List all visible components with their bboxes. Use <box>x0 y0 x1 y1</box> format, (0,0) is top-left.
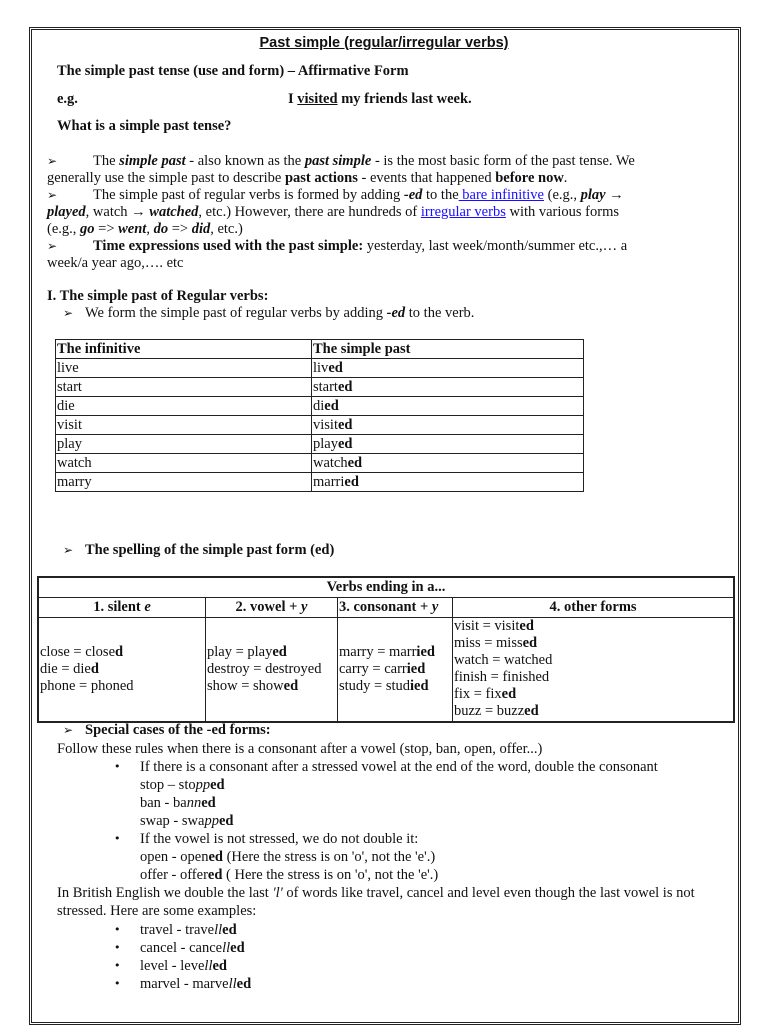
text-run: simple past <box>119 153 186 169</box>
text-run: 1. silent <box>93 599 145 615</box>
text-run: ban - ba <box>140 795 187 811</box>
line-text: The spelling of the simple past form (ed) <box>85 542 335 558</box>
cell-line <box>454 635 732 652</box>
text-run: y <box>301 599 308 615</box>
text-run: ed <box>524 703 539 720</box>
text-run: close = close <box>40 643 116 660</box>
table-header-row <box>38 598 734 618</box>
text-run: swap - swa <box>140 813 205 829</box>
text-run: 4. other forms <box>549 599 637 615</box>
text-run: ll <box>204 958 213 974</box>
text-run: (e.g., <box>47 221 81 237</box>
text-run: yesterday, last week/month/summer etc.,… a <box>363 238 628 254</box>
table-caption: Verbs ending in a... <box>38 577 734 598</box>
cell-line <box>454 703 732 720</box>
intro-line <box>47 220 243 238</box>
example-sentence <box>288 90 472 108</box>
simple-past-cell <box>312 378 584 397</box>
bullet-icon: • <box>114 977 121 990</box>
text-run: miss = miss <box>454 635 523 652</box>
intro-line <box>47 237 627 255</box>
infinitive-cell: visit <box>56 416 312 435</box>
verb-ending: ed <box>344 473 359 490</box>
text-run: fix = fix <box>454 686 502 703</box>
text-run: went <box>118 221 147 237</box>
column-header <box>338 598 453 618</box>
cell-line <box>339 678 451 695</box>
text-run: -ed <box>386 305 406 321</box>
text-run: play = play <box>207 643 273 660</box>
table-cell <box>206 618 338 722</box>
text-run: ed <box>501 686 517 703</box>
table-cell <box>453 618 735 722</box>
hyperlink[interactable]: irregular verbs <box>420 204 506 220</box>
table-row <box>56 435 584 454</box>
british-note <box>57 884 695 902</box>
text-run: ed <box>222 922 237 938</box>
special-cases-heading <box>63 721 271 739</box>
text-run: → <box>605 187 624 203</box>
text-run: - events that happened <box>357 170 496 186</box>
text-run: - also known as the <box>185 153 305 169</box>
text-run: ed <box>208 849 223 865</box>
table-header-row <box>56 340 584 359</box>
text-run: . <box>563 170 568 186</box>
heading-use-and-form: The simple past tense (use and form) – Affirmative Form <box>57 63 409 79</box>
text-run: nn <box>186 795 202 811</box>
cell-line <box>40 644 204 661</box>
text-run: ed <box>283 677 299 694</box>
column-header <box>206 598 338 618</box>
example-line <box>140 776 225 794</box>
text-run: watched <box>149 204 199 220</box>
text-run: study = stud <box>339 677 411 694</box>
arrow-bullet-icon: ➢ <box>63 723 74 737</box>
infinitive-cell: start <box>56 378 312 397</box>
text-run: marry = marr <box>339 643 417 660</box>
simple-past-cell <box>312 359 584 378</box>
text-run: with various forms <box>505 204 620 220</box>
text-run: ied <box>406 660 426 677</box>
text-run: I <box>288 91 298 107</box>
table-row <box>56 397 584 416</box>
text-run: my friends last week. <box>337 91 472 107</box>
column-header <box>453 598 735 618</box>
cell-line <box>454 669 732 686</box>
text-run: => <box>94 221 119 237</box>
text-run: ed <box>519 618 534 635</box>
table-row <box>56 416 584 435</box>
verb-ending: ed <box>337 435 353 452</box>
text-run: offer - offer <box>140 867 208 883</box>
text-run: finish = finished <box>454 669 550 686</box>
cell-line <box>40 661 204 678</box>
line-text <box>93 187 624 203</box>
simple-past-cell <box>312 416 584 435</box>
hyperlink[interactable]: bare infinitive <box>458 187 544 203</box>
text-run: ied <box>410 677 429 694</box>
text-run: marvel - marve <box>140 976 229 992</box>
line-text <box>85 305 474 321</box>
text-run: played <box>47 204 86 220</box>
infinitive-cell: marry <box>56 473 312 492</box>
text-run: ll <box>228 976 237 992</box>
text-run: => <box>168 221 192 237</box>
bullet-icon: • <box>114 760 121 773</box>
arrow-bullet-icon: ➢ <box>47 188 58 202</box>
text-run: , etc.) However, there are hundreds of <box>198 204 421 220</box>
text-run: In British English we double the last <box>57 885 273 901</box>
bullet-icon: • <box>114 923 121 936</box>
cell-line <box>207 644 336 661</box>
table-row <box>38 618 734 722</box>
text-run: die = die <box>40 660 91 677</box>
line-text <box>93 238 627 254</box>
text-run: ed <box>236 976 252 992</box>
text-run: , etc.) <box>210 221 243 237</box>
bullet-icon: • <box>114 832 121 845</box>
text-run: visit = visit <box>454 618 520 635</box>
text-run: ll <box>222 940 231 956</box>
text-run: We form the simple past of regular verbs by adding <box>85 305 387 321</box>
text-run: ed <box>210 777 225 793</box>
table-row <box>56 378 584 397</box>
cell-line <box>454 686 732 703</box>
text-run: stressed. Here are some examples: <box>57 903 257 919</box>
verb-stem: di <box>313 397 325 414</box>
text-run: level - leve <box>140 958 205 974</box>
text-run: before now <box>495 170 564 186</box>
intro-line <box>47 186 624 204</box>
verb-ending: ed <box>337 378 353 395</box>
table-cell <box>338 618 453 722</box>
text-run: (e.g., <box>544 187 581 203</box>
intro-line <box>47 254 183 272</box>
text-run: travel - trave <box>140 922 215 938</box>
text-run: did <box>191 221 211 237</box>
table-row <box>56 359 584 378</box>
cell-line <box>454 618 732 635</box>
text-run: y <box>431 599 439 615</box>
text-run: past simple <box>304 153 372 169</box>
example-line <box>140 866 438 884</box>
text-run: visited <box>297 91 338 107</box>
line-text: Special cases of the -ed forms: <box>85 722 271 738</box>
verb-ending: ed <box>328 359 343 376</box>
text-run: pp <box>204 813 219 829</box>
simple-past-cell <box>312 454 584 473</box>
verb-stem: play <box>313 435 338 452</box>
text-run: destroy = destroyed <box>207 660 322 677</box>
column-header: The simple past <box>312 340 584 359</box>
text-run: d <box>115 643 124 660</box>
verb-stem: watch <box>313 454 348 471</box>
example-line <box>140 848 435 866</box>
cell-line <box>339 661 451 678</box>
british-note <box>57 902 256 920</box>
intro-line <box>47 169 567 187</box>
regular-verbs-table <box>55 339 584 492</box>
text-run: buzz = buzz <box>454 703 525 720</box>
bullet-icon: • <box>114 959 121 972</box>
text-run: open - open <box>140 849 209 865</box>
text-run: ed <box>201 795 216 811</box>
simple-past-cell <box>312 397 584 416</box>
text-run: ed <box>207 867 223 883</box>
text-run: d <box>90 660 99 677</box>
question-heading: What is a simple past tense? <box>57 118 232 134</box>
text-run: ied <box>416 643 435 660</box>
text-run: cancel - cance <box>140 940 223 956</box>
example-line <box>140 812 233 830</box>
line-text <box>93 153 635 169</box>
text-run: - is the most basic form of the past tense. We <box>371 153 635 169</box>
text-run: generally use the simple past to describe <box>47 170 285 186</box>
text-run: of words like travel, cancel and level even though the last vowel is not <box>282 885 695 901</box>
infinitive-cell: live <box>56 359 312 378</box>
intro-line <box>47 203 619 221</box>
text-run: 3. consonant + <box>339 599 432 615</box>
text-run: to the verb. <box>405 305 475 321</box>
page-title: Past simple (regular/irregular verbs) <box>259 35 509 51</box>
table-caption-row <box>38 577 734 598</box>
text-run: The simple past of regular verbs is formed by adding <box>93 187 404 203</box>
text-run: ed <box>230 940 245 956</box>
text-run: stop – sto <box>140 777 196 793</box>
infinitive-cell: watch <box>56 454 312 473</box>
example-line <box>140 939 245 957</box>
text-run: Time expressions used with the past simple: <box>93 238 364 254</box>
text-run: -ed <box>403 187 423 203</box>
verb-stem: liv <box>313 359 329 376</box>
text-run: ed <box>218 813 234 829</box>
infinitive-cell: play <box>56 435 312 454</box>
text-run: e <box>144 599 151 615</box>
intro-line <box>47 152 635 170</box>
example-line <box>140 957 227 975</box>
text-run: ed <box>272 643 287 660</box>
arrow-bullet-icon: ➢ <box>63 306 74 320</box>
text-run: watch = watched <box>454 652 553 669</box>
text-run: carry = carr <box>339 660 407 677</box>
special-intro: Follow these rules when there is a consonant after a vowel (stop, ban, open, offer...) <box>57 741 543 757</box>
rule-1: If there is a consonant after a stressed vowel at the end of the word, double the consonant <box>140 759 658 775</box>
text-run: show = show <box>207 677 284 694</box>
text-run: , watch → <box>85 204 150 220</box>
text-run: (Here the stress is on 'o', not the 'e'.) <box>222 849 436 865</box>
table-row <box>56 473 584 492</box>
text-run: ( Here the stress is on 'o', not the 'e'.) <box>222 867 439 883</box>
text-run: 'l' <box>272 885 283 901</box>
table-cell <box>38 618 206 722</box>
cell-line <box>40 678 204 695</box>
text-run: do <box>153 221 169 237</box>
text-run: 2. vowel + <box>235 599 301 615</box>
verb-stem: visit <box>313 416 338 433</box>
text-run: ed <box>522 635 538 652</box>
section-regular-verbs-title: I. The simple past of Regular verbs: <box>47 288 269 304</box>
text-run: , <box>146 221 154 237</box>
verb-ending: ed <box>337 416 353 433</box>
text-run: phone = phoned <box>40 677 134 694</box>
arrow-bullet-icon: ➢ <box>47 239 58 253</box>
example-line <box>140 794 216 812</box>
verb-stem: marri <box>313 473 345 490</box>
table-row <box>56 454 584 473</box>
spelling-heading <box>63 541 334 559</box>
text-run: go <box>80 221 95 237</box>
cell-line <box>454 652 732 669</box>
arrow-bullet-icon: ➢ <box>47 154 58 168</box>
text-run: to the <box>422 187 459 203</box>
cell-line <box>339 644 451 661</box>
column-header: The infinitive <box>56 340 312 359</box>
example-label: e.g. <box>57 91 78 107</box>
text-run: The <box>93 153 120 169</box>
example-line <box>140 975 251 993</box>
verb-ending: ed <box>324 397 339 414</box>
cell-line <box>207 661 336 678</box>
rule-2: If the vowel is not stressed, we do not double it: <box>140 831 419 847</box>
text-run: ed <box>212 958 227 974</box>
bullet-icon: • <box>114 941 121 954</box>
spelling-table <box>37 576 735 723</box>
simple-past-cell <box>312 435 584 454</box>
text-run: play <box>580 187 606 203</box>
verb-ending: ed <box>347 454 363 471</box>
text-run: week/a year ago,…. etc <box>47 255 184 271</box>
example-line <box>140 921 237 939</box>
text-run: ll <box>214 922 223 938</box>
text-run: pp <box>195 777 211 793</box>
text-run: past actions <box>284 170 358 186</box>
cell-line <box>207 678 336 695</box>
arrow-bullet-icon: ➢ <box>63 543 74 557</box>
column-header <box>38 598 206 618</box>
simple-past-cell <box>312 473 584 492</box>
infinitive-cell: die <box>56 397 312 416</box>
verb-stem: start <box>313 378 338 395</box>
section-regular-verbs-bullet <box>63 304 474 322</box>
